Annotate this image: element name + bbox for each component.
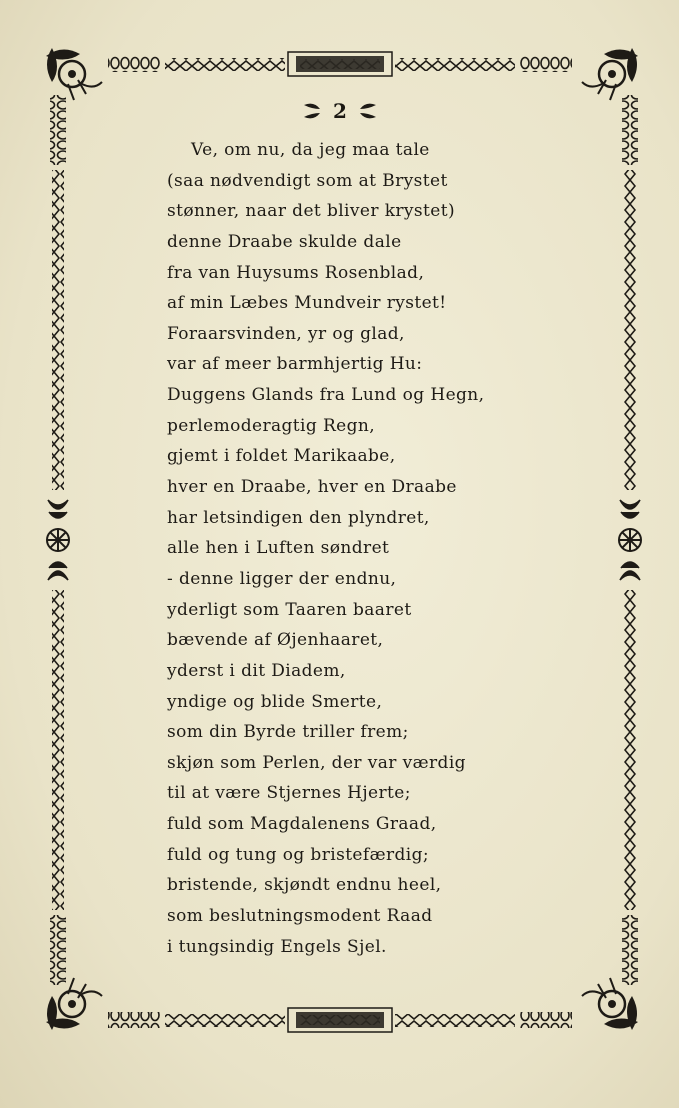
- poem-line: Ve, om nu, da jeg maa tale: [191, 140, 430, 160]
- poem-line: perlemoderagtig Regn,: [167, 415, 376, 436]
- poem-line: af min Læbes Mundveir rystet!: [167, 293, 447, 314]
- poem-line: fuld og tung og bristefærdig;: [167, 844, 430, 865]
- poem-line: til at være Stjernes Hjerte;: [167, 783, 411, 804]
- top-center-ornament: [288, 52, 392, 76]
- left-border: [47, 95, 69, 985]
- poem-line: var af meer barmhjertig Hu:: [167, 354, 423, 375]
- poem-line: - denne ligger der endnu,: [167, 568, 397, 589]
- poem-line: yderligt som Taaren baaret: [167, 599, 412, 620]
- poem-line: (saa nødvendigt som at Brystet: [167, 170, 448, 191]
- corner-ornament-top-right: [582, 48, 638, 100]
- poem-line: yderst i dit Diadem,: [167, 660, 346, 681]
- right-middle-ornament: [619, 500, 641, 580]
- poem-line: yndige og blide Smerte,: [167, 691, 383, 712]
- bottom-border: [108, 1008, 572, 1032]
- corner-ornament-top-left: [46, 48, 102, 100]
- poem-line: bævende af Øjenhaaret,: [167, 630, 384, 651]
- top-border: [108, 52, 572, 76]
- poem-line: i tungsindig Engels Sjel.: [167, 936, 387, 957]
- poem-line: gjemt i foldet Marikaabe,: [167, 446, 396, 467]
- poem-line: bristende, skjøndt endnu heel,: [167, 875, 442, 896]
- poem-line: stønner, naar det bliver krystet): [167, 201, 456, 222]
- poem-line: alle hen i Luften søndret: [167, 538, 390, 559]
- poem-line: Foraarsvinden, yr og glad,: [167, 323, 405, 344]
- poem-line: Duggens Glands fra Lund og Hegn,: [167, 385, 485, 406]
- corner-ornament-bottom-right: [582, 978, 638, 1030]
- poem-line: som beslutningsmodent Raad: [167, 906, 433, 927]
- poem-line: fra van Huysums Rosenblad,: [167, 262, 425, 283]
- poem-line: fuld som Magdalenens Graad,: [167, 814, 437, 835]
- right-border: [619, 95, 641, 985]
- poem-text: [150, 135, 550, 962]
- poem-line: skjøn som Perlen, der var værdig: [167, 752, 466, 773]
- bottom-center-ornament: [288, 1008, 392, 1032]
- poem-line: har letsindigen den plyndret,: [167, 507, 430, 528]
- poem-line: denne Draabe skulde dale: [167, 231, 402, 252]
- corner-ornament-bottom-left: [46, 978, 102, 1030]
- left-middle-ornament: [47, 500, 69, 580]
- page-number: 2: [333, 99, 347, 123]
- poem-line: hver en Draabe, hver en Draabe: [167, 477, 457, 498]
- poem-line: som din Byrde triller frem;: [167, 722, 409, 743]
